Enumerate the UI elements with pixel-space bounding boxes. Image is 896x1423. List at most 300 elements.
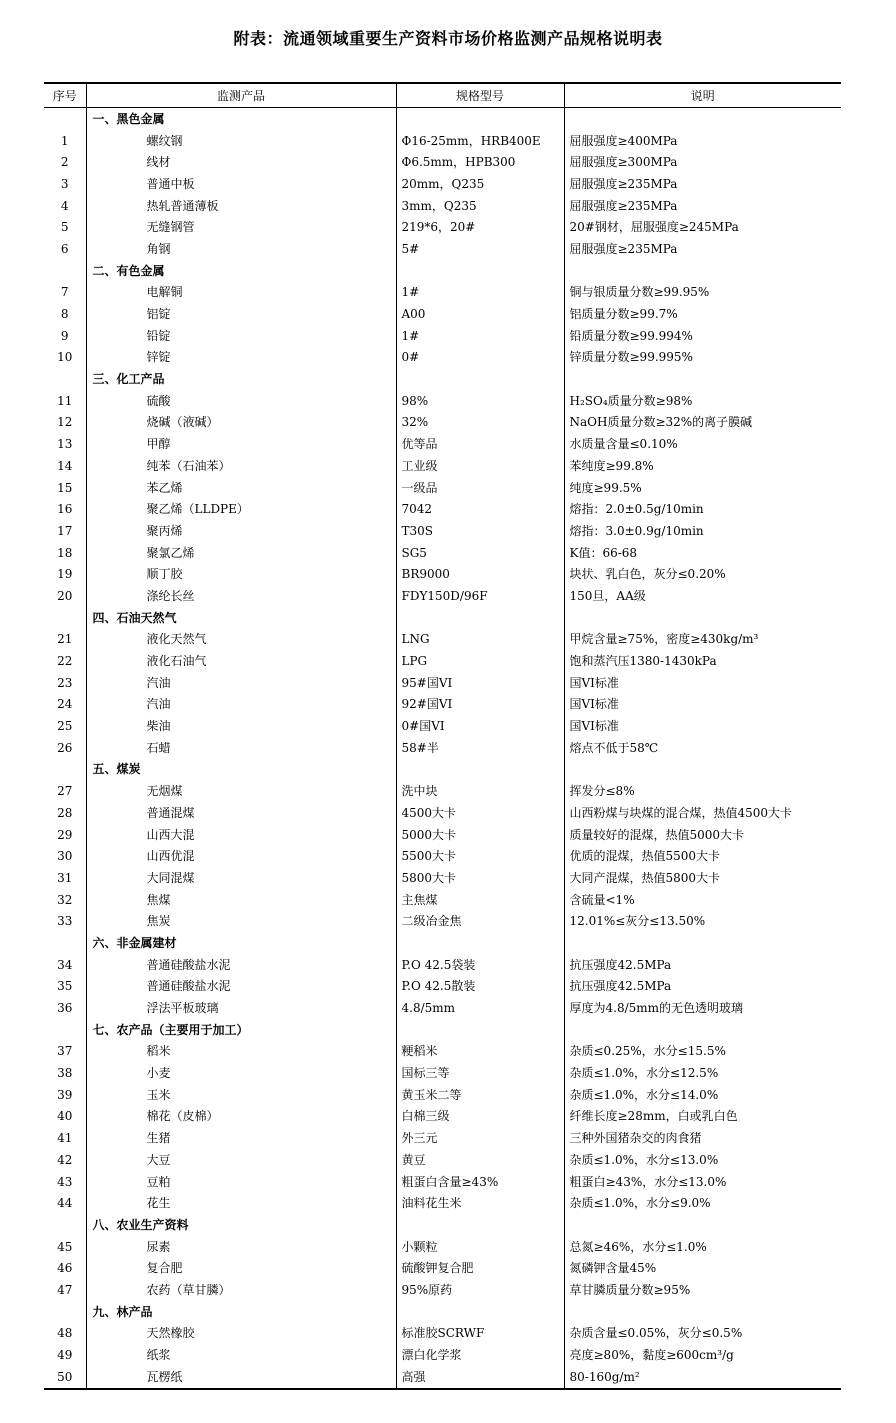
table-row xyxy=(44,1366,841,1389)
note-cell: 山西粉煤与块煤的混合煤，热值4500大卡 xyxy=(564,802,841,824)
product-name: 瓦楞纸 xyxy=(86,1366,396,1389)
seq-cell: 22 xyxy=(57,654,73,669)
seq-cell xyxy=(44,260,86,282)
spec-cell: P.O 42.5散装 xyxy=(396,976,564,998)
spec-cell: 0# xyxy=(396,347,564,369)
note-cell: 80-160g/m² xyxy=(564,1366,841,1389)
note-cell: 锌质量分数≥99.995% xyxy=(564,347,841,369)
spec-cell xyxy=(396,607,564,629)
table-row xyxy=(44,477,841,499)
product-name: 豆粕 xyxy=(86,1171,396,1193)
seq-cell: 39 xyxy=(57,1087,73,1102)
category-row xyxy=(44,1019,841,1041)
product-name: 柴油 xyxy=(86,715,396,737)
spec-cell: P.O 42.5袋装 xyxy=(396,954,564,976)
product-name: 普通中板 xyxy=(86,173,396,195)
product-name: 焦煤 xyxy=(86,889,396,911)
table-row xyxy=(44,325,841,347)
spec-cell: BR9000 xyxy=(396,563,564,585)
category-name: 九、林产品 xyxy=(86,1301,396,1323)
seq-cell xyxy=(44,1214,86,1236)
seq-cell: 50 xyxy=(57,1369,73,1384)
seq-cell xyxy=(44,1301,86,1323)
spec-cell: 油料花生米 xyxy=(396,1192,564,1214)
note-cell: 三种外国猪杂交的肉食猪 xyxy=(564,1127,841,1149)
seq-cell: 13 xyxy=(57,437,73,452)
note-cell xyxy=(564,260,841,282)
seq-cell: 14 xyxy=(57,458,73,473)
spec-table xyxy=(44,82,841,1390)
seq-cell: 24 xyxy=(57,697,73,712)
table-row xyxy=(44,1041,841,1063)
note-cell: 氮磷钾含量45% xyxy=(564,1257,841,1279)
product-name: 苯乙烯 xyxy=(86,477,396,499)
table-row xyxy=(44,629,841,651)
spec-cell: 4500大卡 xyxy=(396,802,564,824)
product-name: 螺纹钢 xyxy=(86,130,396,152)
note-cell: NaOH质量分数≥32%的离子膜碱 xyxy=(564,412,841,434)
seq-cell: 33 xyxy=(57,914,73,929)
note-cell: 屈服强度≥235MPa xyxy=(564,173,841,195)
product-name: 稻米 xyxy=(86,1041,396,1063)
spec-cell xyxy=(396,1214,564,1236)
note-cell: 饱和蒸汽压1380-1430kPa xyxy=(564,650,841,672)
table-row xyxy=(44,1236,841,1258)
product-name: 液化石油气 xyxy=(86,650,396,672)
spec-cell: 95%原药 xyxy=(396,1279,564,1301)
note-cell: 总氮≥46%，水分≤1.0% xyxy=(564,1236,841,1258)
note-cell: 抗压强度42.5MPa xyxy=(564,954,841,976)
spec-cell xyxy=(396,1301,564,1323)
note-cell: 国VI标准 xyxy=(564,715,841,737)
note-cell: 屈服强度≥235MPa xyxy=(564,238,841,260)
spec-cell: 219*6，20# xyxy=(396,216,564,238)
spec-cell: 5500大卡 xyxy=(396,845,564,867)
table-row xyxy=(44,1192,841,1214)
note-cell: 杂质≤1.0%，水分≤14.0% xyxy=(564,1084,841,1106)
note-cell: 含硫量<1% xyxy=(564,889,841,911)
seq-cell: 34 xyxy=(57,957,73,972)
product-name: 无烟煤 xyxy=(86,780,396,802)
spec-cell: 58#半 xyxy=(396,737,564,759)
note-cell: 国VI标准 xyxy=(564,694,841,716)
note-cell: 杂质≤1.0%，水分≤12.5% xyxy=(564,1062,841,1084)
table-row xyxy=(44,585,841,607)
seq-cell: 10 xyxy=(57,350,73,365)
product-name: 热轧普通薄板 xyxy=(86,195,396,217)
seq-cell: 7 xyxy=(60,285,69,300)
spec-cell: 92#国VI xyxy=(396,694,564,716)
note-cell: 熔点不低于58℃ xyxy=(564,737,841,759)
seq-cell: 28 xyxy=(57,805,73,820)
product-name: 焦炭 xyxy=(86,910,396,932)
seq-cell: 9 xyxy=(60,328,69,343)
note-cell: 铝质量分数≥99.7% xyxy=(564,303,841,325)
category-name: 五、煤炭 xyxy=(86,759,396,781)
seq-cell: 49 xyxy=(57,1348,73,1363)
seq-cell: 21 xyxy=(57,632,73,647)
header-spec: 规格型号 xyxy=(396,83,564,108)
product-name: 汽油 xyxy=(86,694,396,716)
product-name: 纯苯（石油苯） xyxy=(86,455,396,477)
document-title: 附表：流通领域重要生产资料市场价格监测产品规格说明表 xyxy=(233,29,663,48)
product-name: 铝锭 xyxy=(86,303,396,325)
spec-cell: Φ6.5mm，HPB300 xyxy=(396,151,564,173)
table-row xyxy=(44,173,841,195)
product-name: 普通硅酸盐水泥 xyxy=(86,976,396,998)
seq-cell: 2 xyxy=(60,155,69,170)
table-row xyxy=(44,889,841,911)
seq-cell: 19 xyxy=(57,567,73,582)
note-cell: 杂质≤1.0%，水分≤9.0% xyxy=(564,1192,841,1214)
seq-cell: 31 xyxy=(57,870,73,885)
seq-cell: 17 xyxy=(57,523,73,538)
product-name: 汽油 xyxy=(86,672,396,694)
category-row xyxy=(44,108,841,130)
seq-cell: 38 xyxy=(57,1066,73,1081)
note-cell: 纯度≥99.5% xyxy=(564,477,841,499)
table-row xyxy=(44,1127,841,1149)
seq-cell: 41 xyxy=(57,1131,73,1146)
category-name: 二、有色金属 xyxy=(86,260,396,282)
seq-cell: 36 xyxy=(57,1001,73,1016)
spec-cell: 5800大卡 xyxy=(396,867,564,889)
table-row xyxy=(44,910,841,932)
note-cell: 12.01%≤灰分≤13.50% xyxy=(564,910,841,932)
product-name: 普通硅酸盐水泥 xyxy=(86,954,396,976)
category-row xyxy=(44,1301,841,1323)
seq-cell: 15 xyxy=(57,480,73,495)
product-name: 硫酸 xyxy=(86,390,396,412)
table-row xyxy=(44,780,841,802)
seq-cell: 29 xyxy=(57,827,73,842)
note-cell: 抗压强度42.5MPa xyxy=(564,976,841,998)
spec-cell: 白棉三级 xyxy=(396,1106,564,1128)
category-row xyxy=(44,260,841,282)
note-cell: 杂质≤0.25%，水分≤15.5% xyxy=(564,1041,841,1063)
note-cell: 20#钢材，屈服强度≥245MPa xyxy=(564,216,841,238)
spec-cell: 3mm，Q235 xyxy=(396,195,564,217)
product-name: 小麦 xyxy=(86,1062,396,1084)
table-row xyxy=(44,650,841,672)
note-cell: 厚度为4.8/5mm的无色透明玻璃 xyxy=(564,997,841,1019)
seq-cell: 11 xyxy=(57,393,73,408)
product-name: 聚氯乙烯 xyxy=(86,542,396,564)
spec-cell: 5# xyxy=(396,238,564,260)
category-name: 三、化工产品 xyxy=(86,368,396,390)
header-seq: 序号 xyxy=(44,83,86,108)
product-name: 复合肥 xyxy=(86,1257,396,1279)
table-row xyxy=(44,412,841,434)
table-row xyxy=(44,238,841,260)
seq-cell xyxy=(44,759,86,781)
table-body xyxy=(44,108,841,1389)
note-cell: 国VI标准 xyxy=(564,672,841,694)
table-row xyxy=(44,542,841,564)
spec-cell: LNG xyxy=(396,629,564,651)
product-name: 烧碱（液碱） xyxy=(86,412,396,434)
product-name: 铅锭 xyxy=(86,325,396,347)
spec-cell xyxy=(396,932,564,954)
product-name: 浮法平板玻璃 xyxy=(86,997,396,1019)
spec-cell: 硫酸钾复合肥 xyxy=(396,1257,564,1279)
table-row xyxy=(44,303,841,325)
product-name: 农药（草甘膦） xyxy=(86,1279,396,1301)
spec-cell: SG5 xyxy=(396,542,564,564)
seq-cell: 37 xyxy=(57,1044,73,1059)
seq-cell xyxy=(44,368,86,390)
note-cell: 屈服强度≥235MPa xyxy=(564,195,841,217)
seq-cell: 23 xyxy=(57,675,73,690)
spec-cell xyxy=(396,759,564,781)
product-name: 电解铜 xyxy=(86,282,396,304)
table-row xyxy=(44,1257,841,1279)
seq-cell: 45 xyxy=(57,1239,73,1254)
table-row xyxy=(44,997,841,1019)
seq-cell: 18 xyxy=(57,545,73,560)
product-name: 玉米 xyxy=(86,1084,396,1106)
spec-cell xyxy=(396,368,564,390)
seq-cell xyxy=(44,932,86,954)
table-row xyxy=(44,520,841,542)
product-name: 涤纶长丝 xyxy=(86,585,396,607)
spec-cell xyxy=(396,1019,564,1041)
table-row xyxy=(44,130,841,152)
table-row xyxy=(44,390,841,412)
spec-cell: 4.8/5mm xyxy=(396,997,564,1019)
spec-cell: T30S xyxy=(396,520,564,542)
product-name: 顺丁胶 xyxy=(86,563,396,585)
seq-cell xyxy=(44,1019,86,1041)
spec-cell xyxy=(396,108,564,130)
seq-cell: 35 xyxy=(57,979,73,994)
note-cell xyxy=(564,607,841,629)
seq-cell: 6 xyxy=(60,241,69,256)
category-row xyxy=(44,368,841,390)
seq-cell: 8 xyxy=(60,307,69,322)
note-cell: 水质量含量≤0.10% xyxy=(564,433,841,455)
seq-cell: 27 xyxy=(57,784,73,799)
product-name: 线材 xyxy=(86,151,396,173)
seq-cell: 40 xyxy=(57,1109,73,1124)
note-cell: 熔指：2.0±0.5g/10min xyxy=(564,498,841,520)
note-cell xyxy=(564,1019,841,1041)
note-cell: 甲烷含量≥75%，密度≥430kg/m³ xyxy=(564,629,841,651)
note-cell: 苯纯度≥99.8% xyxy=(564,455,841,477)
table-row xyxy=(44,1344,841,1366)
note-cell: 屈服强度≥400MPa xyxy=(564,130,841,152)
product-name: 山西大混 xyxy=(86,824,396,846)
spec-cell: 黄玉米二等 xyxy=(396,1084,564,1106)
spec-cell: FDY150D/96F xyxy=(396,585,564,607)
note-cell xyxy=(564,108,841,130)
product-name: 无缝钢管 xyxy=(86,216,396,238)
product-name: 山西优混 xyxy=(86,845,396,867)
table-row xyxy=(44,672,841,694)
table-row xyxy=(44,694,841,716)
spec-cell: 高强 xyxy=(396,1366,564,1389)
spec-cell: 外三元 xyxy=(396,1127,564,1149)
spec-cell: 小颗粒 xyxy=(396,1236,564,1258)
category-name: 六、非金属建材 xyxy=(86,932,396,954)
note-cell xyxy=(564,368,841,390)
note-cell xyxy=(564,1214,841,1236)
table-row xyxy=(44,1171,841,1193)
product-name: 石蜡 xyxy=(86,737,396,759)
note-cell: 块状、乳白色，灰分≤0.20% xyxy=(564,563,841,585)
product-name: 锌锭 xyxy=(86,347,396,369)
spec-cell: 1# xyxy=(396,282,564,304)
seq-cell: 25 xyxy=(57,719,73,734)
category-name: 一、黑色金属 xyxy=(86,108,396,130)
product-name: 聚丙烯 xyxy=(86,520,396,542)
table-row xyxy=(44,715,841,737)
seq-cell: 47 xyxy=(57,1282,73,1297)
table-row xyxy=(44,455,841,477)
spec-cell: Φ16-25mm，HRB400E xyxy=(396,130,564,152)
note-cell: 屈服强度≥300MPa xyxy=(564,151,841,173)
note-cell: K值：66-68 xyxy=(564,542,841,564)
spec-cell: 黄豆 xyxy=(396,1149,564,1171)
product-name: 花生 xyxy=(86,1192,396,1214)
category-row xyxy=(44,932,841,954)
spec-cell: 20mm，Q235 xyxy=(396,173,564,195)
table-row xyxy=(44,1149,841,1171)
product-name: 大豆 xyxy=(86,1149,396,1171)
spec-cell: 7042 xyxy=(396,498,564,520)
note-cell: 挥发分≤8% xyxy=(564,780,841,802)
spec-cell xyxy=(396,260,564,282)
note-cell: H₂SO₄质量分数≥98% xyxy=(564,390,841,412)
spec-cell: 国标三等 xyxy=(396,1062,564,1084)
note-cell: 铜与银质量分数≥99.95% xyxy=(564,282,841,304)
table-row xyxy=(44,563,841,585)
table-row xyxy=(44,954,841,976)
seq-cell: 4 xyxy=(60,198,69,213)
spec-cell: LPG xyxy=(396,650,564,672)
product-name: 天然橡胶 xyxy=(86,1323,396,1345)
product-name: 普通混煤 xyxy=(86,802,396,824)
seq-cell: 30 xyxy=(57,849,73,864)
spec-cell: 粗蛋白含量≥43% xyxy=(396,1171,564,1193)
spec-cell: 优等品 xyxy=(396,433,564,455)
note-cell: 杂质≤1.0%，水分≤13.0% xyxy=(564,1149,841,1171)
seq-cell: 46 xyxy=(57,1261,73,1276)
table-row xyxy=(44,347,841,369)
seq-cell: 32 xyxy=(57,892,73,907)
note-cell: 亮度≥80%，黏度≥600cm³/g xyxy=(564,1344,841,1366)
spec-cell: 95#国VI xyxy=(396,672,564,694)
spec-cell: 粳稻米 xyxy=(396,1041,564,1063)
seq-cell: 20 xyxy=(57,588,73,603)
seq-cell xyxy=(44,108,86,130)
table-row xyxy=(44,1062,841,1084)
note-cell: 粗蛋白≥43%，水分≤13.0% xyxy=(564,1171,841,1193)
product-name: 棉花（皮棉） xyxy=(86,1106,396,1128)
spec-cell: 标准胶SCRWF xyxy=(396,1323,564,1345)
table-row xyxy=(44,1323,841,1345)
header-product: 监测产品 xyxy=(86,83,396,108)
product-name: 角钢 xyxy=(86,238,396,260)
seq-cell: 26 xyxy=(57,740,73,755)
note-cell: 优质的混煤，热值5500大卡 xyxy=(564,845,841,867)
table-row xyxy=(44,151,841,173)
table-row xyxy=(44,802,841,824)
table-row xyxy=(44,845,841,867)
spec-cell: 工业级 xyxy=(396,455,564,477)
product-name: 生猪 xyxy=(86,1127,396,1149)
spec-cell: 1# xyxy=(396,325,564,347)
table-row xyxy=(44,282,841,304)
table-header-row xyxy=(44,83,841,108)
product-name: 液化天然气 xyxy=(86,629,396,651)
seq-cell: 5 xyxy=(60,220,69,235)
spec-cell: 主焦煤 xyxy=(396,889,564,911)
product-name: 聚乙烯（LLDPE） xyxy=(86,498,396,520)
seq-cell: 12 xyxy=(57,415,73,430)
seq-cell: 44 xyxy=(57,1196,73,1211)
seq-cell: 3 xyxy=(60,176,69,191)
table-row xyxy=(44,1279,841,1301)
note-cell: 纤维长度≥28mm，白或乳白色 xyxy=(564,1106,841,1128)
table-row xyxy=(44,216,841,238)
spec-cell: 32% xyxy=(396,412,564,434)
seq-cell: 48 xyxy=(57,1326,73,1341)
product-name: 甲醇 xyxy=(86,433,396,455)
category-name: 七、农产品（主要用于加工） xyxy=(86,1019,396,1041)
note-cell: 大同产混煤，热值5800大卡 xyxy=(564,867,841,889)
note-cell: 铅质量分数≥99.994% xyxy=(564,325,841,347)
seq-cell: 1 xyxy=(60,133,69,148)
header-note: 说明 xyxy=(564,83,841,108)
category-row xyxy=(44,759,841,781)
category-row xyxy=(44,1214,841,1236)
note-cell xyxy=(564,1301,841,1323)
seq-cell: 42 xyxy=(57,1152,73,1167)
note-cell: 熔指：3.0±0.9g/10min xyxy=(564,520,841,542)
table-row xyxy=(44,1084,841,1106)
table-row xyxy=(44,433,841,455)
spec-cell: 一级品 xyxy=(396,477,564,499)
seq-cell: 43 xyxy=(57,1174,73,1189)
table-row xyxy=(44,195,841,217)
note-cell xyxy=(564,932,841,954)
note-cell: 草甘膦质量分数≥95% xyxy=(564,1279,841,1301)
table-row xyxy=(44,976,841,998)
spec-cell: 98% xyxy=(396,390,564,412)
category-name: 八、农业生产资料 xyxy=(86,1214,396,1236)
table-row xyxy=(44,737,841,759)
seq-cell xyxy=(44,607,86,629)
spec-cell: 漂白化学浆 xyxy=(396,1344,564,1366)
spec-cell: 5000大卡 xyxy=(396,824,564,846)
note-cell: 150旦，AA级 xyxy=(564,585,841,607)
note-cell: 杂质含量≤0.05%，灰分≤0.5% xyxy=(564,1323,841,1345)
note-cell xyxy=(564,759,841,781)
spec-cell: 二级冶金焦 xyxy=(396,910,564,932)
table-row xyxy=(44,498,841,520)
product-name: 纸浆 xyxy=(86,1344,396,1366)
product-name: 尿素 xyxy=(86,1236,396,1258)
table-row xyxy=(44,867,841,889)
category-name: 四、石油天然气 xyxy=(86,607,396,629)
note-cell: 质量较好的混煤，热值5000大卡 xyxy=(564,824,841,846)
spec-cell: 0#国VI xyxy=(396,715,564,737)
category-row xyxy=(44,607,841,629)
table-row xyxy=(44,824,841,846)
spec-cell: A00 xyxy=(396,303,564,325)
table-row xyxy=(44,1106,841,1128)
